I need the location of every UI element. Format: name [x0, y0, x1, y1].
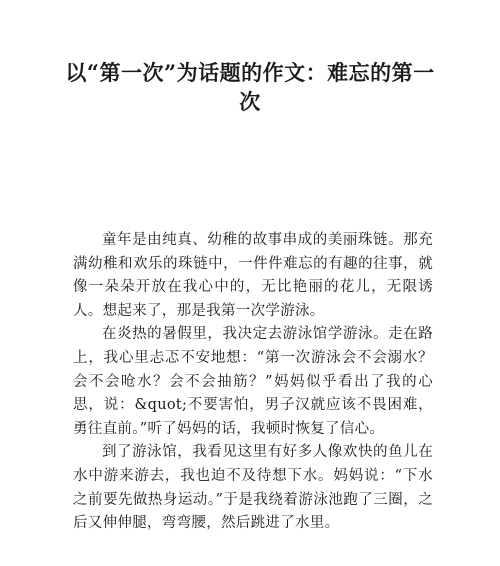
- document-body: [73, 229, 433, 536]
- paragraph: 在炎热的暑假里，我决定去游泳馆学游泳。走在路上，我心里忐忑不安地想：“第一次游泳会不会溺水？会不会呛水？会不会抽筋？”妈妈似乎看出了我的心思，说：&quot;不要害怕，男子汉就应该不畏困难，勇往直前。”听了妈妈的话，我顿时恢复了信心。: [73, 326, 433, 437]
- paragraph: 到了游泳馆，我看见这里有好多人像欢快的鱼儿在水中游来游去，我也迫不及待想下水。妈妈说：“下水之前要先做热身运动。”于是我绕着游泳池跑了三圈，之后又伸伸腿，弯弯腰，然后跳进了水里。: [73, 444, 433, 532]
- document-title: 以“第一次”为话题的作文：难忘的第一次: [65, 60, 435, 114]
- paragraph: 童年是由纯真、幼稚的故事串成的美丽珠链。那充满幼稚和欢乐的珠链中，一件件难忘的有趣的往事，就像一朵朵开放在我心中的，无比艳丽的花儿，无限诱人。想起来了，那是我第一次学游泳。: [73, 232, 433, 319]
